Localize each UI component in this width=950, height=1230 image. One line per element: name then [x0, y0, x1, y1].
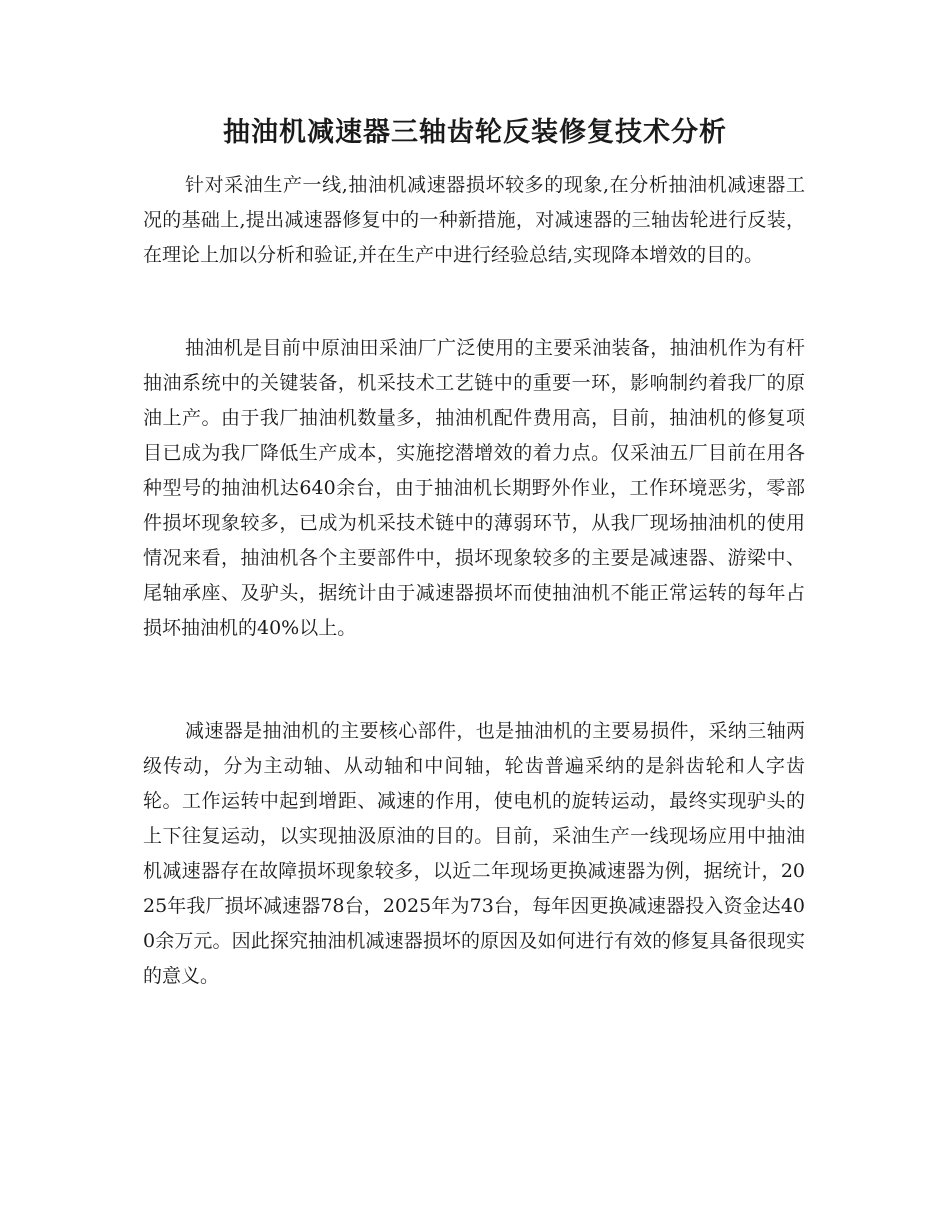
document-title: 抽油机减速器三轴齿轮反装修复技术分析: [223, 117, 727, 148]
paragraph-reducer-overview: 减速器是抽油机的主要核心部件，也是抽油机的主要易损件，采纳三轴两级传动，分为主动轴、从动轴和中间轴，轮齿普遍采纳的是斜齿轮和人字齿轮。工作运转中起到增距、减速的作用，使电机的旋转运动，最终实现驴头的上下往复运动，以实现抽汲原油的目的。目前，采油生产一线现场应用中抽油机减速器存在故障损坏现象较多，以近二年现场更换减速器为例，据统计，2025年我厂损坏减速器78台，2025年为73台，每年因更换减速器投入资金达400余万元。因此探究抽油机减速器损坏的原因及如何进行有效的修复具备很现实的意义。: [143, 720, 805, 987]
paragraph-abstract: 针对采油生产一线,抽油机减速器损坏较多的现象,在分析抽油机减速器工况的基础上,提出减速器修复中的一种新措施，对减速器的三轴齿轮进行反装，在理论上加以分析和验证,并在生产中进行经验总结,实现降本增效的目的。: [143, 174, 805, 266]
paragraph-background: 抽油机是目前中原油田采油厂广泛使用的主要采油装备，抽油机作为有杆抽油系统中的关键装备，机采技术工艺链中的重要一环，影响制约着我厂的原油上产。由于我厂抽油机数量多，抽油机配件费用高，目前，抽油机的修复项目已成为我厂降低生产成本，实施挖潜增效的着力点。仅采油五厂目前在用各种型号的抽油机达640余台，由于抽油机长期野外作业，工作环境恶劣，零部件损坏现象较多，已成为机采技术链中的薄弱环节，从我厂现场抽油机的使用情况来看，抽油机各个主要部件中，损坏现象较多的主要是减速器、游梁中、尾轴承座、及驴头，据统计由于减速器损坏而使抽油机不能正常运转的每年占损坏抽油机的40%以上。: [143, 337, 805, 639]
